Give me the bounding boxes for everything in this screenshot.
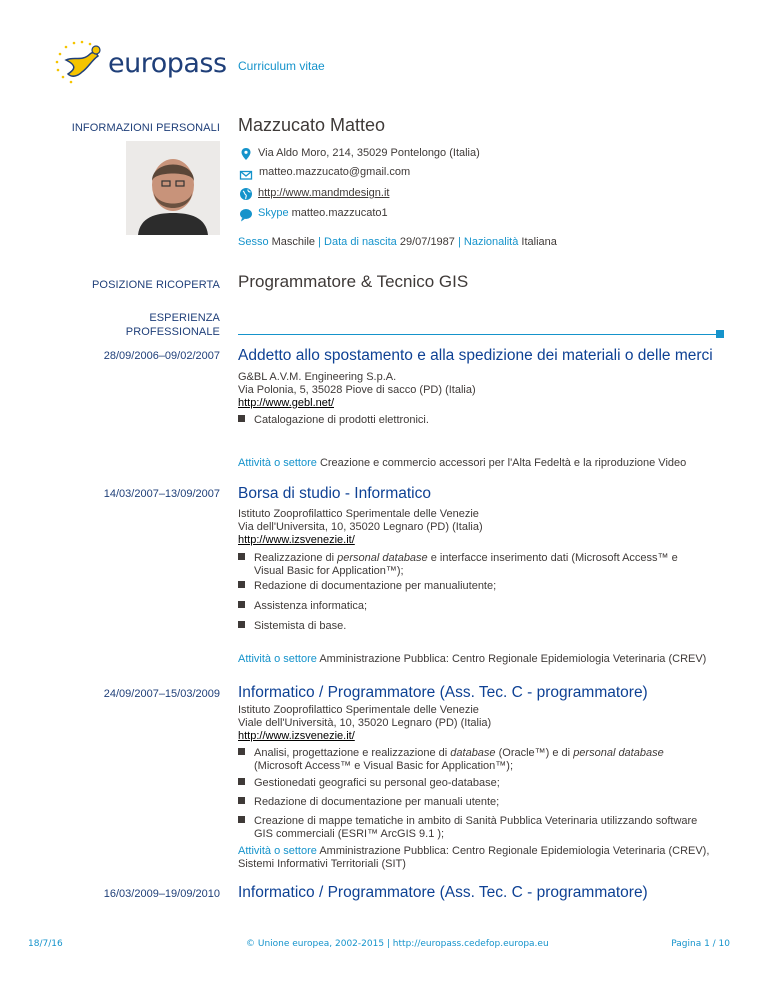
skype-chat-icon <box>239 208 253 222</box>
list-item: Redazione di documentazione per manuali utente; <box>238 796 708 809</box>
skype-line <box>258 207 388 219</box>
sector-value: Amministrazione Pubblica: Centro Regionale Epidemiologia Veterinaria (CREV) <box>319 653 707 665</box>
nationality-value: Italiana <box>521 236 557 248</box>
list-item: Gestionedati geografici su personal geo-database; <box>238 777 708 790</box>
bullet-square <box>238 621 245 628</box>
job-dates: 24/09/2007–15/03/2009 <box>103 688 220 700</box>
employer-address: Viale dell'Università, 10, 35020 Legnaro (PD) (Italia) <box>238 717 492 729</box>
separator: | <box>457 236 461 248</box>
email-envelope-icon <box>239 168 253 182</box>
sex-label: Sesso <box>238 236 269 248</box>
bullet-square <box>238 553 245 560</box>
footer-page-number: Pagina 1 / 10 <box>671 939 730 949</box>
list-item: Realizzazione di personal database e interfacce inserimento dati (Microsoft Access™ e Visual Basic for Application™); <box>238 552 708 578</box>
bullet-square <box>238 601 245 608</box>
sex-value: Maschile <box>271 236 316 248</box>
email-link[interactable]: matteo.mazzucato@gmail.com <box>259 166 411 178</box>
nationality-label: Nazionalità <box>463 236 519 248</box>
section-divider-square <box>716 330 724 338</box>
birth-label: Data di nascita <box>324 236 397 248</box>
separator: | <box>318 236 321 248</box>
list-item: Catalogazione di prodotti elettronici. <box>238 414 708 427</box>
employer-name: Istituto Zooprofilattico Sperimentale delle Venezie <box>238 704 479 716</box>
list-item: Sistemista di base. <box>238 620 708 633</box>
employer-url[interactable]: http://www.izsvenezie.it/ <box>238 730 355 742</box>
job-dates: 28/09/2006–09/02/2007 <box>103 350 220 362</box>
europass-logo-text: europass <box>108 48 227 79</box>
position-title: Programmatore & Tecnico GIS <box>238 272 469 291</box>
bullet-square <box>238 778 245 785</box>
birth-value: 29/07/1987 <box>399 236 455 248</box>
globe-icon <box>239 187 253 201</box>
employer-address: Via dell'Universita, 10, 35020 Legnaro (PD) (Italia) <box>238 521 483 533</box>
section-label-line: PROFESSIONALE <box>125 326 220 338</box>
job-title: Addetto allo spostamento e alla spedizione dei materiali o delle merci <box>238 347 713 364</box>
bullet-square <box>238 415 245 422</box>
location-pin-icon <box>239 147 253 161</box>
section-label-line: ESPERIENZA <box>149 312 220 324</box>
person-name: Mazzucato Matteo <box>238 115 386 135</box>
job-title: Informatico / Programmatore (Ass. Tec. C - programmatore) <box>238 884 648 901</box>
section-label-personal: INFORMAZIONI PERSONALI <box>71 122 220 134</box>
skype-id: matteo.mazzucato1 <box>291 207 388 219</box>
section-label-experience <box>126 311 220 339</box>
job-title: Informatico / Programmatore (Ass. Tec. C - programmatore) <box>238 684 648 701</box>
personal-details-line <box>238 236 557 248</box>
list-item: Creazione di mappe tematiche in ambito di Sanità Pubblica Veterinaria utilizzando software GIS commerciali (ESRI™ ArcGIS 9.1 ); <box>238 815 708 841</box>
europass-logo <box>52 38 227 88</box>
bullet-square <box>238 581 245 588</box>
footer-copyright: © Unione europea, 2002-2015 | http://europass.cedefop.europa.eu <box>246 939 549 949</box>
job-title: Borsa di studio - Informatico <box>238 485 431 502</box>
sector-label: Attività o settore <box>238 653 317 665</box>
sector-line <box>238 653 718 666</box>
footer-date: 18/7/16 <box>28 939 63 949</box>
skype-label: Skype <box>258 207 289 219</box>
sector-value: Amministrazione Pubblica: Centro Regionale Epidemiologia Veterinaria (CREV), Sistemi Informativi Territoriali (SIT) <box>238 845 710 870</box>
sector-label: Attività o settore <box>238 845 317 857</box>
employer-address: Via Polonia, 5, 35028 Piove di sacco (PD) (Italia) <box>238 384 476 396</box>
list-item: Analisi, progettazione e realizzazione di database (Oracle™) e di personal database (Microsoft Access™ e Visual Basic for Application™); <box>238 747 708 773</box>
sector-line <box>238 845 718 871</box>
sector-label: Attività o settore <box>238 457 317 469</box>
section-divider <box>238 334 716 335</box>
europass-logo-icon <box>52 38 112 88</box>
section-label-position: POSIZIONE RICOPERTA <box>91 279 220 291</box>
sector-line <box>238 457 718 470</box>
employer-url[interactable]: http://www.gebl.net/ <box>238 397 334 409</box>
bullet-square <box>238 797 245 804</box>
address-text: Via Aldo Moro, 214, 35029 Pontelongo (Italia) <box>258 147 480 159</box>
sector-value: Creazione e commercio accessori per l'Alta Fedeltà e la riproduzione Video <box>319 457 687 469</box>
employer-name: G&BL A.V.M. Engineering S.p.A. <box>238 371 397 383</box>
website-link[interactable]: http://www.mandmdesign.it <box>258 187 390 199</box>
profile-photo <box>126 141 220 235</box>
employer-url[interactable]: http://www.izsvenezie.it/ <box>238 534 355 546</box>
bullet-square <box>238 816 245 823</box>
bullet-square <box>238 748 245 755</box>
document-title: Curriculum vitae <box>238 59 325 73</box>
job-dates: 16/03/2009–19/09/2010 <box>103 888 220 900</box>
person-photo-icon <box>126 141 220 235</box>
employer-name: Istituto Zooprofilattico Sperimentale delle Venezie <box>238 508 479 520</box>
job-dates: 14/03/2007–13/09/2007 <box>103 488 220 500</box>
list-item: Redazione di documentazione per manualiutente; <box>238 580 708 593</box>
list-item: Assistenza informatica; <box>238 600 708 613</box>
